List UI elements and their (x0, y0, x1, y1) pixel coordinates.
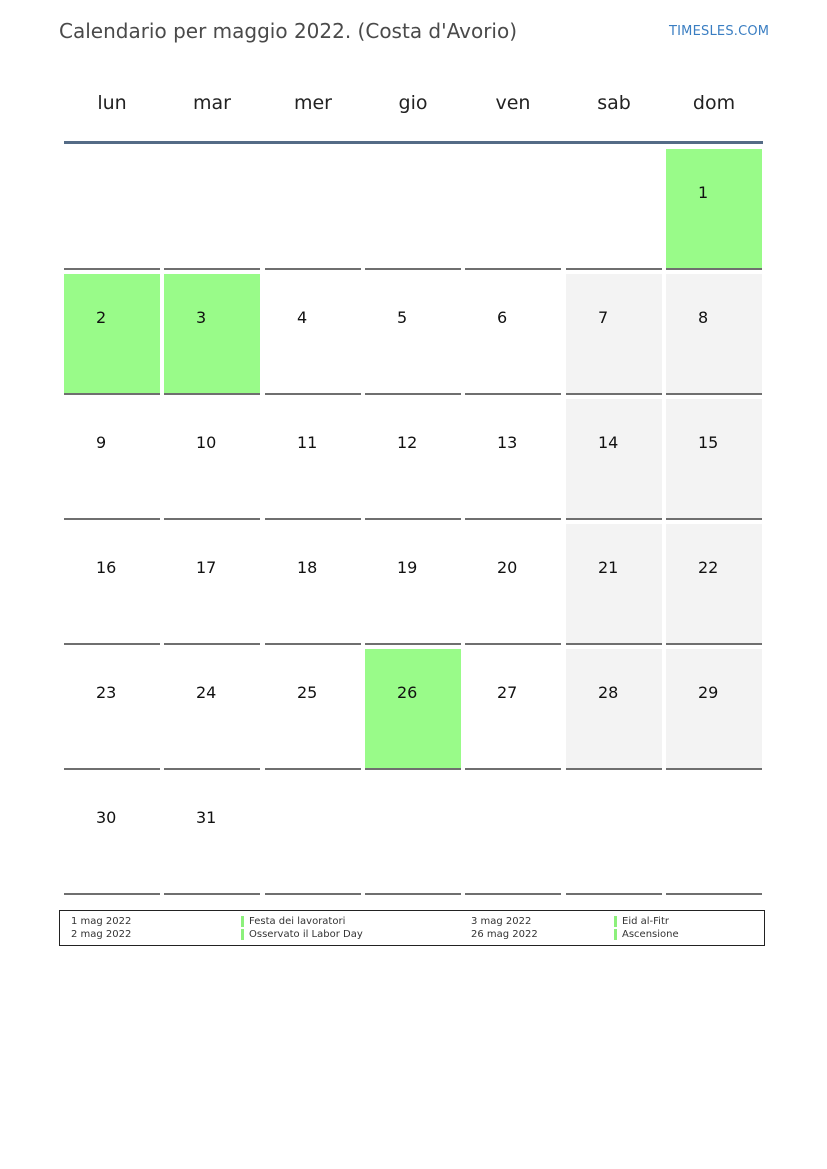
legend-date: 1 mag 2022 (71, 916, 132, 927)
day-cell[interactable] (164, 649, 260, 770)
day-number: 14 (598, 433, 619, 452)
weekday-label: mar (193, 92, 231, 114)
day-number: 3 (196, 308, 207, 327)
day-cell[interactable] (566, 649, 662, 770)
day-cell[interactable] (566, 524, 662, 645)
empty-day-cell (265, 774, 361, 895)
day-number: 11 (297, 433, 318, 452)
day-number: 28 (598, 683, 619, 702)
day-cell[interactable] (666, 149, 762, 270)
day-cell[interactable] (64, 649, 160, 770)
day-cell[interactable] (465, 399, 561, 520)
legend-date: 26 mag 2022 (471, 929, 538, 940)
empty-day-cell (566, 149, 662, 270)
legend-holiday-name: Festa dei lavoratori (249, 916, 346, 927)
legend-holiday-name: Ascensione (622, 929, 679, 940)
day-cell[interactable] (566, 274, 662, 395)
day-cell[interactable] (164, 524, 260, 645)
day-number: 27 (497, 683, 518, 702)
day-cell[interactable] (64, 274, 160, 395)
day-cell[interactable] (465, 649, 561, 770)
day-number: 18 (297, 558, 318, 577)
day-cell[interactable] (265, 524, 361, 645)
holiday-legend (59, 910, 765, 946)
empty-day-cell (566, 774, 662, 895)
day-number: 16 (96, 558, 117, 577)
day-cell[interactable] (64, 399, 160, 520)
day-cell[interactable] (666, 274, 762, 395)
legend-color-marker (614, 916, 617, 927)
legend-date: 3 mag 2022 (471, 916, 532, 927)
day-number: 5 (397, 308, 408, 327)
legend-holiday-name: Eid al-Fitr (622, 916, 669, 927)
empty-day-cell (465, 149, 561, 270)
header-divider (64, 141, 763, 144)
day-number: 15 (698, 433, 719, 452)
day-cell[interactable] (265, 399, 361, 520)
weekday-label: gio (398, 92, 428, 114)
empty-day-cell (64, 149, 160, 270)
day-number: 22 (698, 558, 719, 577)
legend-date: 2 mag 2022 (71, 929, 132, 940)
empty-day-cell (365, 774, 461, 895)
weekday-label: mer (293, 92, 332, 114)
day-cell[interactable] (64, 524, 160, 645)
legend-color-marker (614, 929, 617, 940)
day-number: 8 (698, 308, 709, 327)
day-number: 9 (96, 433, 107, 452)
day-cell[interactable] (365, 399, 461, 520)
day-number: 17 (196, 558, 217, 577)
day-cell[interactable] (365, 524, 461, 645)
empty-day-cell (164, 149, 260, 270)
day-number: 1 (698, 183, 709, 202)
day-number: 10 (196, 433, 217, 452)
day-cell[interactable] (265, 274, 361, 395)
legend-color-marker (241, 916, 244, 927)
day-cell[interactable] (265, 649, 361, 770)
day-cell[interactable] (164, 399, 260, 520)
day-number: 25 (297, 683, 318, 702)
day-number: 24 (196, 683, 217, 702)
day-number: 4 (297, 308, 308, 327)
day-number: 30 (96, 808, 117, 827)
brand-link[interactable]: TIMESLES.COM (669, 24, 770, 39)
day-number: 29 (698, 683, 719, 702)
day-number: 12 (397, 433, 418, 452)
empty-day-cell (265, 149, 361, 270)
weekday-label: ven (495, 92, 531, 114)
day-number: 26 (397, 683, 418, 702)
day-cell[interactable] (164, 274, 260, 395)
legend-holiday-name: Osservato il Labor Day (249, 929, 363, 940)
weekday-label: dom (692, 92, 736, 114)
day-cell[interactable] (365, 649, 461, 770)
empty-day-cell (666, 774, 762, 895)
weekday-label: sab (597, 92, 631, 114)
day-cell[interactable] (666, 649, 762, 770)
day-cell[interactable] (666, 399, 762, 520)
day-number: 6 (497, 308, 508, 327)
legend-color-marker (241, 929, 244, 940)
day-number: 7 (598, 308, 609, 327)
day-number: 2 (96, 308, 107, 327)
day-number: 20 (497, 558, 518, 577)
day-number: 19 (397, 558, 418, 577)
empty-day-cell (465, 774, 561, 895)
day-cell[interactable] (465, 274, 561, 395)
day-cell[interactable] (666, 524, 762, 645)
page-title: Calendario per maggio 2022. (Costa d'Avorio) (59, 19, 518, 43)
day-number: 23 (96, 683, 117, 702)
day-cell[interactable] (164, 774, 260, 895)
day-cell[interactable] (365, 274, 461, 395)
day-number: 31 (196, 808, 217, 827)
day-cell[interactable] (64, 774, 160, 895)
day-number: 13 (497, 433, 518, 452)
day-number: 21 (598, 558, 619, 577)
day-cell[interactable] (465, 524, 561, 645)
empty-day-cell (365, 149, 461, 270)
weekday-label: lun (97, 92, 127, 114)
day-cell[interactable] (566, 399, 662, 520)
